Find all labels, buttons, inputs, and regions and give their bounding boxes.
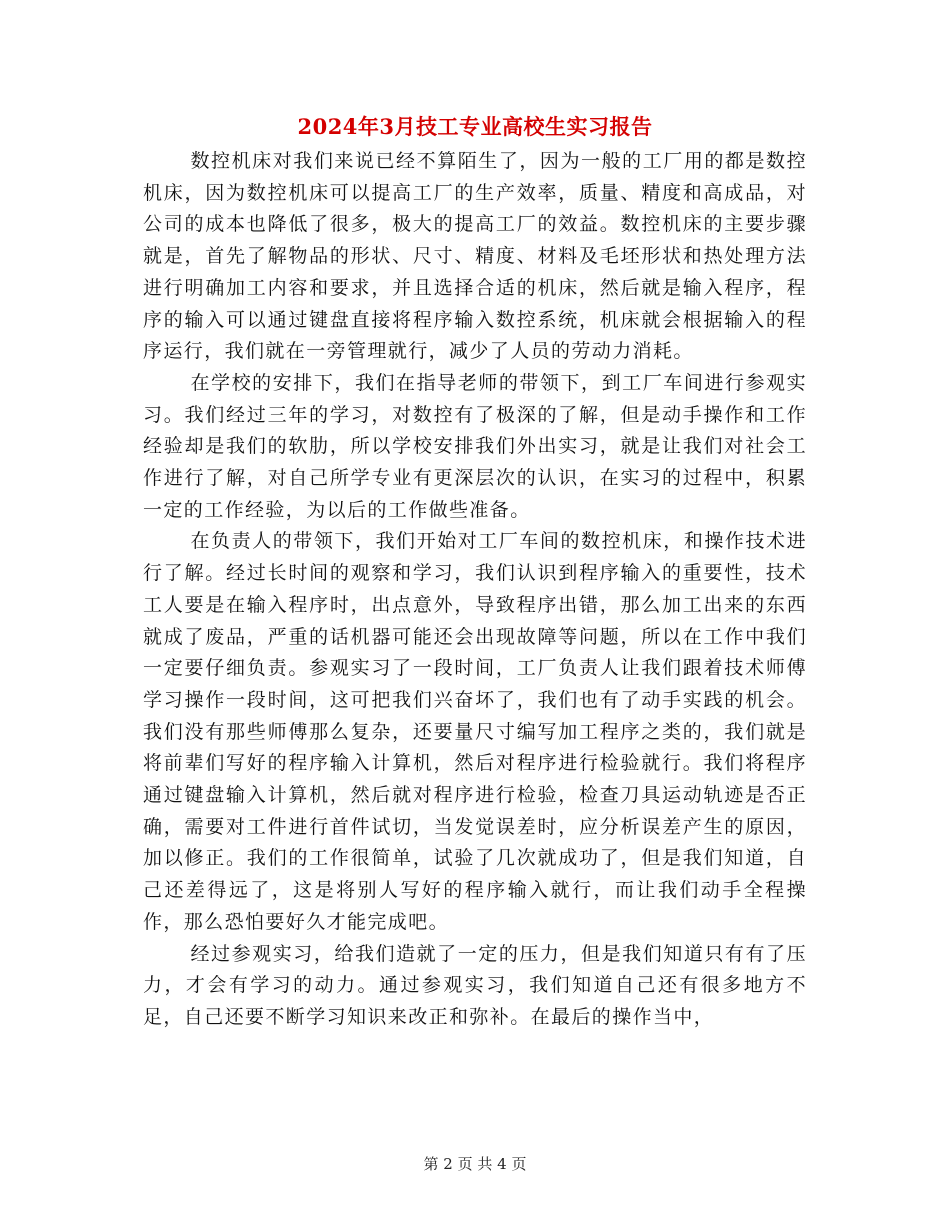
body-paragraph-2: 在学校的安排下，我们在指导老师的带领下，到工厂车间进行参观实习。我们经过三年的学习，对数控有了极深的了解，但是动手操作和工作经验却是我们的软肋，所以学校安排我们外出实习，就是让我们对社会工作进行了解，对自己所学专业有更深层次的认识，在实习的过程中，积累一定的工作经验，为以后的工作做些准备。 (143, 371, 807, 521)
body-paragraph-4: 经过参观实习，给我们造就了一定的压力，但是我们知道只有有了压力，才会有学习的动力。通过参观实习，我们知道自己还有很多地方不足，自己还要不断学习知识来改正和弥补。在最后的操作当中， (143, 942, 807, 1028)
body-paragraph-1: 数控机床对我们来说已经不算陌生了，因为一般的工厂用的都是数控机床，因为数控机床可以提高工厂的生产效率，质量、精度和高成品，对公司的成本也降低了很多，极大的提高工厂的效益。数控机床的主要步骤就是，首先了解物品的形状、尺寸、精度、材料及毛坯形状和热处理方法进行明确加工内容和要求，并且选择合适的机床，然后就是输入程序，程序的输入可以通过键盘直接将程序输入数控系统，机床就会根据输入的程序运行，我们就在一旁管理就行，减少了人员的劳动力消耗。 (143, 150, 807, 363)
document-title: 2024年3月技工专业高校生实习报告 (297, 114, 653, 139)
body-paragraph-3: 在负责人的带领下，我们开始对工厂车间的数控机床，和操作技术进行了解。经过长时间的观察和学习，我们认识到程序输入的重要性，技术工人要是在输入程序时，出点意外，导致程序出错，那么加工出来的东西就成了废品，严重的话机器可能还会出现故障等问题，所以在工作中我们一定要仔细负责。参观实习了一段时间，工厂负责人让我们跟着技术师傅学习操作一段时间，这可把我们兴奋坏了，我们也有了动手实践的机会。我们没有那些师傅那么复杂，还要量尺寸编写加工程序之类的，我们就是将前辈们写好的程序输入计算机，然后对程序进行检验就行。我们将程序通过键盘输入计算机，然后就对程序进行检验，检查刀具运动轨迹是否正确，需要对工件进行首件试切，当发觉误差时，应分析误差产生的原因，加以修正。我们的工作很简单，试验了几次就成功了，但是我们知道，自己还差得远了，这是将别人写好的程序输入就行，而让我们动手全程操作，那么恐怕要好久才能完成吧。 (143, 530, 807, 933)
document-body (143, 146, 807, 1034)
page-footer: 第 2 页 共 4 页 (423, 1155, 527, 1173)
